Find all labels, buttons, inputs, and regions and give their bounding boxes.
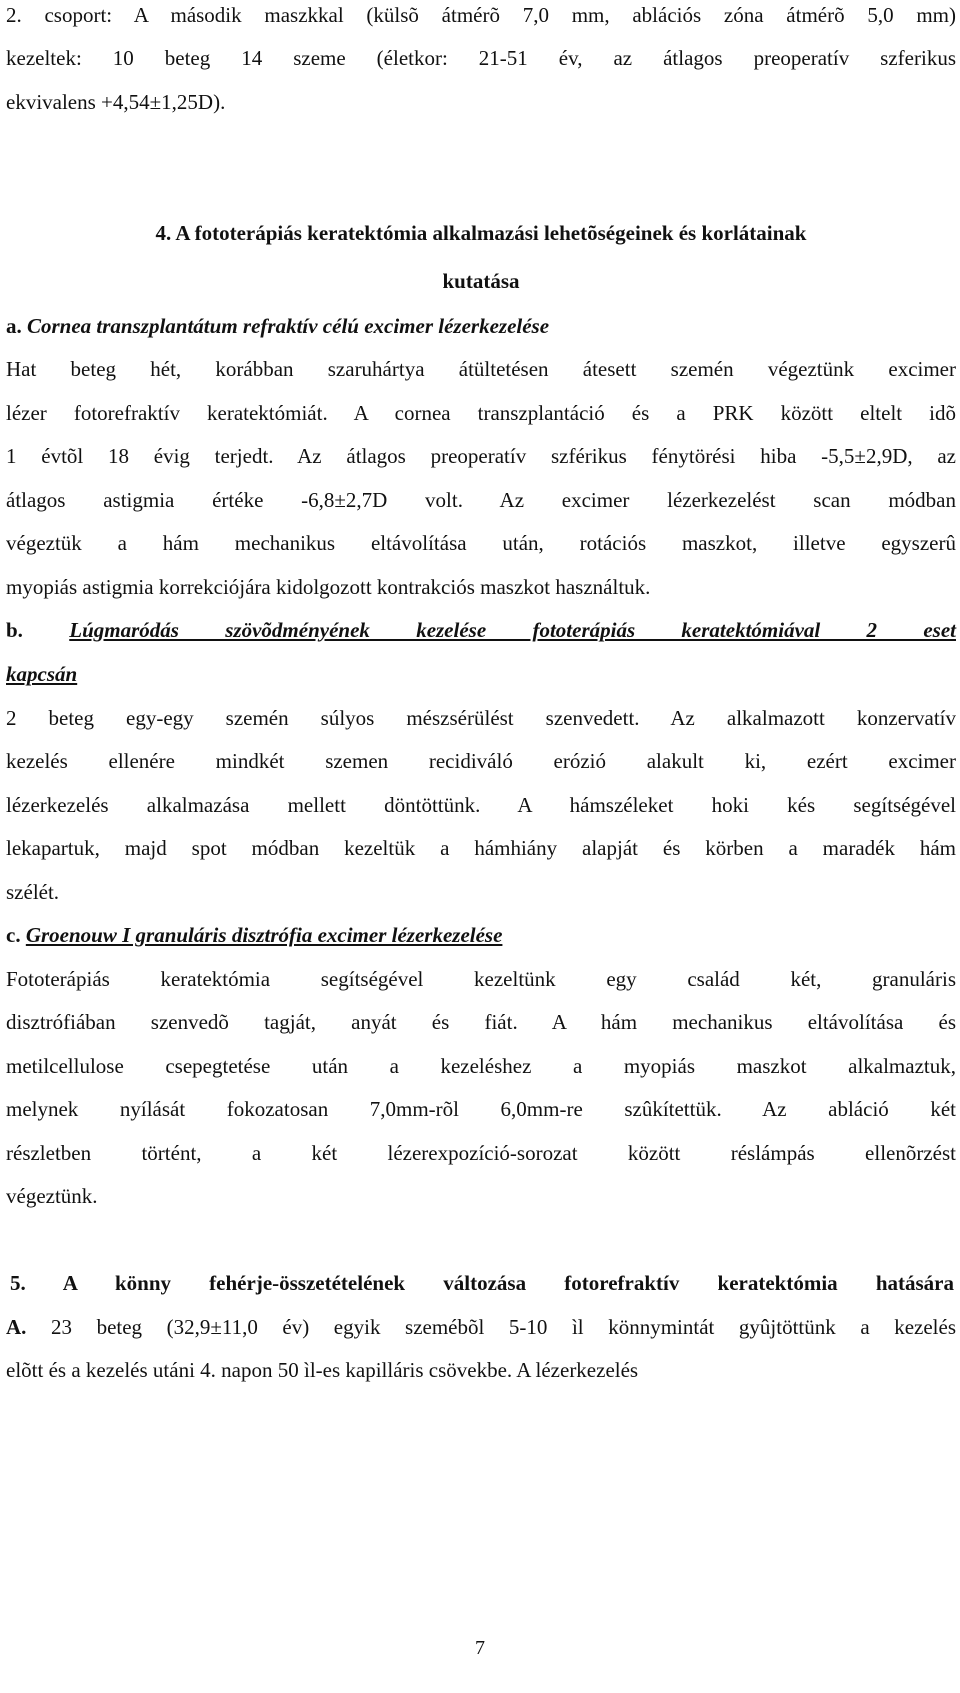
subsection-c-line-1: Fototerápiás keratektómia segítségével kezeltünk egy család két, granuláris: [6, 967, 956, 991]
section-5-heading: 5. A könny fehérje-összetételének változása fotorefraktív keratektómia hatására: [10, 1271, 954, 1295]
subsection-a-line-1: Hat beteg hét, korábban szaruhártya átültetésen átesett szemén végeztünk excimer: [6, 357, 956, 381]
subsection-b-line-1: 2 beteg egy-egy szemén súlyos mészsérülést szenvedett. Az alkalmazott konzervatív: [6, 706, 956, 730]
subsection-a-line-6: myopiás astigmia korrekciójára kidolgozott kontrakciós maszkot használtuk.: [6, 575, 651, 599]
section-5-line-2: elõtt és a kezelés utáni 4. napon 50 ìl-es kapilláris csövekbe. A lézerkezelés: [6, 1358, 639, 1382]
subsection-c-label: c.: [6, 923, 21, 947]
subsection-b-line-5: szélét.: [6, 880, 60, 904]
section-4-title-line-2: kutatása: [442, 269, 520, 293]
subsection-b-line-3: lézerkezelés alkalmazása mellett döntöttünk. A hámszéleket hoki kés segítségével: [6, 793, 956, 817]
section-5-line-1-text: 23 beteg (32,9±11,0 év) egyik szemébõl 5-10 ìl könnymintát gyûjtöttünk a kezelés: [51, 1315, 957, 1339]
subsection-a-line-2: lézer fotorefraktív keratektómiát. A cornea transzplantáció és a PRK között eltelt idõ: [6, 401, 956, 425]
section-4-number: 4.: [155, 221, 172, 245]
subsection-c-line-2: disztrófiában szenvedõ tagját, anyát és fiát. A hám mechanikus eltávolítása és: [6, 1010, 956, 1034]
page-number: 7: [475, 1637, 485, 1659]
subsection-a-line-3: 1 évtõl 18 évig terjedt. Az átlagos preoperatív szférikus fénytörési hiba -5,5±2,9D, az: [6, 444, 956, 468]
section-5-line-1: [6, 1314, 956, 1340]
section-4-title-line-1: A fototerápiás keratektómia alkalmazási lehetõségeinek és korlátainak: [175, 221, 807, 245]
subsection-a-heading: [6, 313, 956, 339]
subsection-c-heading: [6, 922, 956, 948]
subsection-b-line-4: lekapartuk, majd spot módban kezeltük a hámhiány alapját és körben a maradék hám: [6, 836, 956, 860]
subsection-a-line-5: végeztük a hám mechanikus eltávolítása után, rotációs maszkot, illetve egyszerû: [6, 531, 956, 555]
section-5-label-a: A.: [6, 1315, 27, 1339]
subsection-c-title: Groenouw I granuláris disztrófia excimer lézerkezelése: [25, 923, 503, 947]
group2-line-3: ekvivalens +4,54±1,25D).: [6, 90, 226, 114]
subsection-c-line-3: metilcellulose csepegtetése után a kezeléshez a myopiás maszkot alkalmaztuk,: [6, 1054, 956, 1078]
subsection-b-line-2: kezelés ellenére mindkét szemen recidiváló erózió alakult ki, ezért excimer: [6, 749, 956, 773]
subsection-a-label: a.: [6, 314, 22, 338]
subsection-c-line-4: melynek nyílását fokozatosan 7,0mm-rõl 6,0mm-re szûkítettük. Az abláció két: [6, 1097, 956, 1121]
subsection-b-heading: [6, 617, 956, 643]
subsection-a-title: Cornea transzplantátum refraktív célú excimer lézerkezelése: [27, 314, 550, 338]
subsection-b-title-line-2: kapcsán: [6, 662, 78, 686]
subsection-c-line-6: végeztünk.: [6, 1184, 98, 1208]
subsection-a-line-4: átlagos astigmia értéke -6,8±2,7D volt. Az excimer lézerkezelést scan módban: [6, 488, 956, 512]
subsection-c-line-5: részletben történt, a két lézerexpozíció-sorozat között réslámpás ellenõrzést: [6, 1141, 956, 1165]
subsection-b-label: b.: [6, 618, 23, 642]
group2-line-2: kezeltek: 10 beteg 14 szeme (életkor: 21-51 év, az átlagos preoperatív szferikus: [6, 46, 956, 70]
subsection-b-title-line-1: Lúgmaródás szövõdményének kezelése fototerápiás keratektómiával 2 eset: [69, 618, 956, 642]
group2-line-1: 2. csoport: A második maszkkal (külsõ átmérõ 7,0 mm, ablációs zóna átmérõ 5,0 mm): [6, 3, 956, 27]
section-4-heading: [6, 220, 956, 246]
